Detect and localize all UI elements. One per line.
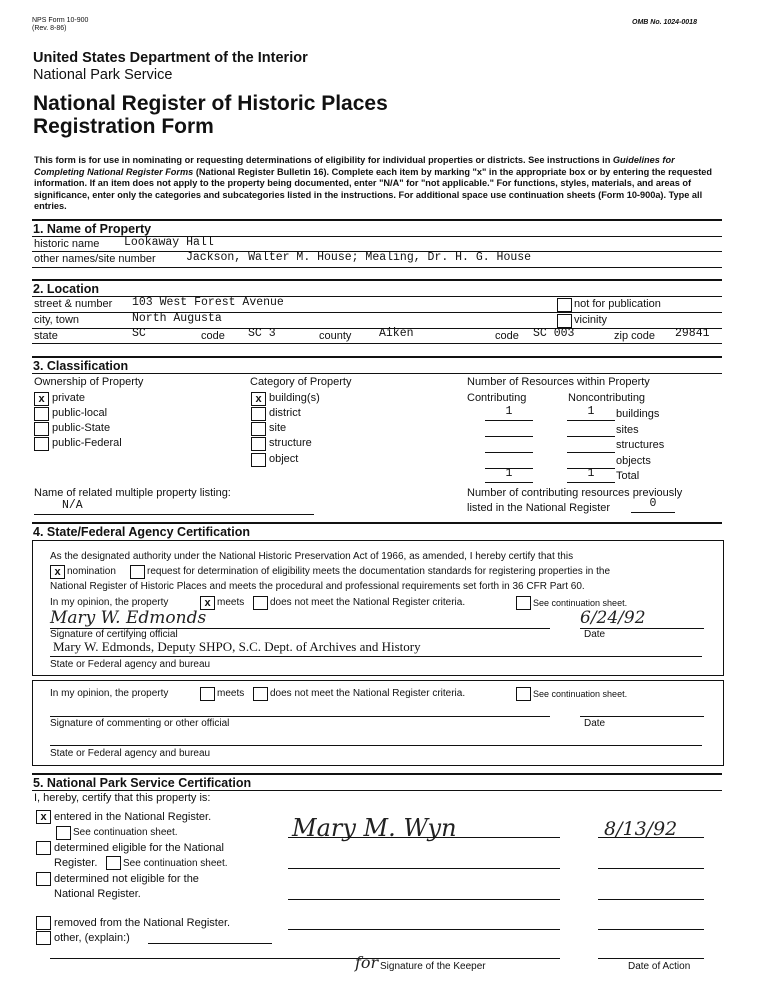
date2-label: Date <box>584 718 606 729</box>
category-site-label: site <box>269 422 287 434</box>
divider <box>288 929 560 930</box>
keeper-date: 8/13/92 <box>604 818 678 840</box>
agency-label: State or Federal agency and bureau <box>50 659 211 670</box>
previously-listed-label1: Number of contributing resources previously <box>467 487 683 499</box>
removed-checkbox[interactable] <box>36 916 51 930</box>
eligible-checkbox[interactable] <box>36 841 51 855</box>
city-label: city, town <box>34 314 80 326</box>
form-title-line2: Registration Form <box>33 115 214 138</box>
resources-structures-label: structures <box>616 439 665 451</box>
state-code-label: code <box>201 330 225 342</box>
intro-text: This form is for use in nominating or requesting determinations of eligibility for individual properties or districts. See instructions in Guidelines for Completing National Register Forms (National Register Bulletin 16). Complete each item by marking "x" in the appropriate box or by entering the requested information. If an item does not apply to the property being documented, enter "N/A" for "not applicable." For functions, styles, materials, and areas of significance, enter only the categories and subcategories listed in the instructions. For additional space use continuation sheets (Form 10-900a). Type all entries. <box>34 155 713 212</box>
divider <box>598 837 704 838</box>
county-value: Aiken <box>379 327 414 340</box>
form-number: NPS Form 10-900 <box>32 17 89 24</box>
divider <box>598 899 704 900</box>
keeper-label: Signature of the Keeper <box>380 961 486 972</box>
form-title-line1: National Register of Historic Places <box>33 92 388 115</box>
zip-value: 29841 <box>675 327 710 340</box>
opinion-prefix: In my opinion, the property <box>50 597 169 608</box>
opinion2-prefix: In my opinion, the property <box>50 688 169 699</box>
divider <box>485 452 533 453</box>
contributing-total: 1 <box>505 467 513 480</box>
category-structure-checkbox[interactable] <box>251 437 266 451</box>
section5-heading: 5. National Park Service Certification <box>33 776 252 790</box>
service-name: National Park Service <box>33 67 173 83</box>
divider <box>598 929 704 930</box>
divider <box>567 436 615 437</box>
divider <box>50 745 702 746</box>
not-for-publication-label: not for publication <box>574 298 661 310</box>
category-object-label: object <box>269 453 299 465</box>
street-label: street & number <box>34 298 113 310</box>
other-names-label: other names/site number <box>34 253 156 265</box>
historic-name-label: historic name <box>34 238 100 250</box>
divider <box>288 837 560 838</box>
divider <box>32 267 722 268</box>
continuation-sheet-label: See continuation sheet. <box>533 598 628 608</box>
divider <box>32 790 722 791</box>
agency-value: Mary W. Edmonds, Deputy SHPO, S.C. Dept. of Archives and History <box>53 639 421 654</box>
date-of-action-label: Date of Action <box>628 961 691 972</box>
divider <box>32 773 722 775</box>
state-label: state <box>34 330 58 342</box>
section2-heading: 2. Location <box>33 282 99 296</box>
divider <box>567 482 615 483</box>
divider <box>288 868 560 869</box>
see-continuation2-label: See continuation sheet. <box>123 858 228 869</box>
city-value: North Augusta <box>132 312 222 325</box>
divider <box>32 343 722 344</box>
eligible-label1: determined eligible for the National <box>54 842 224 854</box>
divider <box>598 958 704 959</box>
see-continuation2-checkbox[interactable] <box>106 856 121 870</box>
date-label: Date <box>584 629 606 640</box>
category-district-label: district <box>269 407 301 419</box>
ownership-label: Ownership of Property <box>34 376 144 388</box>
zip-label: zip code <box>614 330 655 342</box>
commenting-label: Signature of commenting or other official <box>50 718 230 729</box>
contributing-header: Contributing <box>467 392 527 404</box>
form-revision: (Rev. 8-86) <box>32 25 67 32</box>
section1-heading: 1. Name of Property <box>33 222 152 236</box>
related-listing-label: Name of related multiple property listing: <box>34 487 231 499</box>
certification-line2: request for determination of eligibility meets the documentation standards for registering properties in the <box>147 566 611 577</box>
divider <box>32 522 722 524</box>
continuation-sheet-checkbox[interactable] <box>516 596 531 610</box>
ownership-public-local-label: public-local <box>52 407 108 419</box>
department-name: United States Department of the Interior <box>33 50 308 66</box>
certification-line3: National Register of Historic Places and meets the procedural and professional requirements set forth in 36 CFR Part 60. <box>50 581 585 592</box>
ownership-private-label: private <box>52 392 86 404</box>
does-not-meet-label: does not meet the National Register criteria. <box>270 597 466 608</box>
see-continuation1-label: See continuation sheet. <box>73 827 178 838</box>
certifying-date: 6/24/92 <box>580 608 646 628</box>
ownership-public-federal-label: public-Federal <box>52 437 122 449</box>
ownership-public-local-checkbox[interactable] <box>34 407 49 421</box>
divider <box>34 514 314 515</box>
contributing-buildings: 1 <box>505 405 513 418</box>
resources-sites-label: sites <box>616 424 639 436</box>
noncontributing-buildings: 1 <box>587 405 595 418</box>
not-eligible-label1: determined not eligible for the <box>54 873 199 885</box>
nomination-checkbox[interactable]: x <box>50 565 65 579</box>
see-continuation1-checkbox[interactable] <box>56 826 71 840</box>
related-listing-value: N/A <box>62 499 83 512</box>
omb-number: OMB No. 1024-0018 <box>632 19 697 26</box>
divider <box>32 373 722 374</box>
divider <box>32 219 722 221</box>
divider <box>485 482 533 483</box>
agency2-label: State or Federal agency and bureau <box>50 748 211 759</box>
resources-buildings-label: buildings <box>616 408 660 420</box>
category-building-checkbox[interactable]: x <box>251 392 266 406</box>
does-not-meet-checkbox[interactable] <box>253 596 268 610</box>
divider <box>32 279 722 281</box>
ownership-public-state-checkbox[interactable] <box>34 422 49 436</box>
other-label: other, (explain:) <box>54 932 130 944</box>
category-structure-label: structure <box>269 437 312 449</box>
ownership-private-checkbox[interactable]: x <box>34 392 49 406</box>
category-district-checkbox[interactable] <box>251 407 266 421</box>
category-label: Category of Property <box>250 376 352 388</box>
ownership-public-federal-checkbox[interactable] <box>34 437 49 451</box>
divider <box>567 452 615 453</box>
divider <box>580 716 704 717</box>
not-eligible-checkbox[interactable] <box>36 872 51 886</box>
category-object-checkbox[interactable] <box>251 453 266 467</box>
vicinity-checkbox[interactable] <box>557 314 572 328</box>
previously-listed-value: 0 <box>649 497 657 510</box>
other-checkbox[interactable] <box>36 931 51 945</box>
ownership-public-state-label: public-State <box>52 422 111 434</box>
entered-label: entered in the National Register. <box>54 811 212 823</box>
not-for-publication-checkbox[interactable] <box>557 298 572 312</box>
resources-total-label: Total <box>616 470 640 482</box>
for-mark: for <box>355 953 379 972</box>
meets-label: meets <box>217 597 245 608</box>
continuation-sheet2-label: See continuation sheet. <box>533 689 628 699</box>
historic-name-value: Lookaway Hall <box>124 236 214 249</box>
eligible-label2: Register. <box>54 857 98 869</box>
state-code-value: SC 3 <box>248 327 276 340</box>
does-not-meet2-label: does not meet the National Register criteria. <box>270 688 466 699</box>
county-code-label: code <box>495 330 519 342</box>
request-determination-checkbox[interactable] <box>130 565 145 579</box>
street-value: 103 West Forest Avenue <box>132 296 284 309</box>
divider <box>485 436 533 437</box>
divider <box>32 356 722 358</box>
noncontributing-header: Noncontributing <box>568 392 646 404</box>
divider <box>148 943 272 944</box>
county-label: county <box>319 330 352 342</box>
divider <box>631 512 675 513</box>
divider <box>288 899 560 900</box>
removed-label: removed from the National Register. <box>54 917 231 929</box>
category-building-label: building(s) <box>269 392 320 404</box>
entered-checkbox[interactable]: x <box>36 810 51 824</box>
county-code-value: SC 003 <box>533 327 575 340</box>
other-names-value: Jackson, Walter M. House; Mealing, Dr. H. G. House <box>186 251 532 264</box>
does-not-meet2-checkbox[interactable] <box>253 687 268 701</box>
certification-line1: As the designated authority under the National Historic Preservation Act of 1966, as amended, I hereby certify that this <box>50 551 574 562</box>
certify-text: I, hereby, certify that this property is: <box>34 792 211 804</box>
nomination-label: nomination <box>67 566 116 577</box>
section4-heading: 4. State/Federal Agency Certification <box>33 525 250 539</box>
keeper-signature: Mary M. Wyn <box>292 814 457 842</box>
meets2-checkbox[interactable] <box>200 687 215 701</box>
continuation-sheet2-checkbox[interactable] <box>516 687 531 701</box>
not-eligible-label2: National Register. <box>54 888 141 900</box>
divider <box>598 868 704 869</box>
meets2-label: meets <box>217 688 245 699</box>
meets-checkbox[interactable]: x <box>200 596 215 610</box>
divider <box>50 716 550 717</box>
divider <box>567 420 615 421</box>
previously-listed-label2: listed in the National Register <box>467 502 611 514</box>
divider <box>50 958 560 959</box>
divider <box>50 656 702 657</box>
resources-label: Number of Resources within Property <box>467 376 650 388</box>
resources-objects-label: objects <box>616 455 651 467</box>
signature-label: Signature of certifying official <box>50 629 178 640</box>
category-site-checkbox[interactable] <box>251 422 266 436</box>
noncontributing-total: 1 <box>587 467 595 480</box>
section3-heading: 3. Classification <box>33 359 129 373</box>
vicinity-label: vicinity <box>574 314 608 326</box>
divider <box>485 420 533 421</box>
state-value: SC <box>132 327 146 340</box>
certifying-signature: Mary W. Edmonds <box>50 608 207 628</box>
